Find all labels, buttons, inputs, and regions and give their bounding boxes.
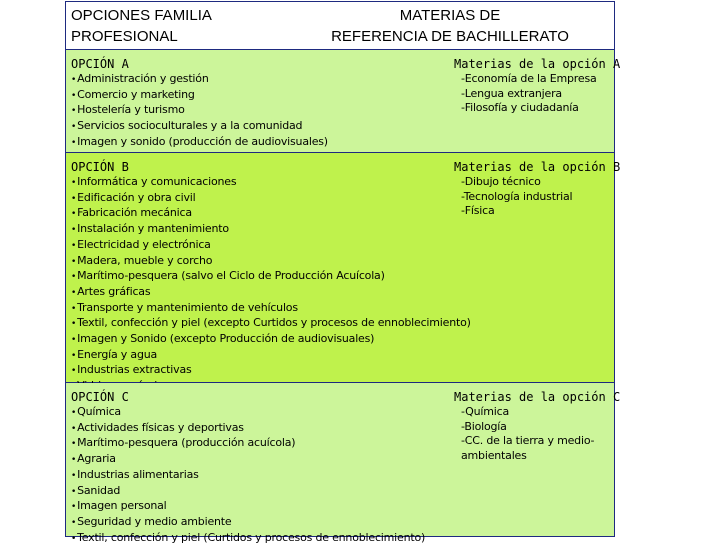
family-item: •Imagen personal	[71, 499, 491, 515]
family-item: •Administración y gestión	[71, 72, 491, 88]
family-item: •Actividades físicas y deportivas	[71, 421, 491, 437]
options-table	[65, 1, 621, 544]
family-item: •Energía y agua	[71, 348, 491, 364]
family-item: •Hostelería y turismo	[71, 103, 491, 119]
subject-item: -Economía de la Empresa	[461, 72, 597, 85]
header-families	[71, 5, 212, 47]
family-item: •Imagen y Sonido (excepto Producción de audiovisuales)	[71, 332, 491, 348]
family-item: •Química	[71, 405, 491, 421]
option-b-title: OPCIÓN B	[71, 160, 129, 174]
bullet-icon: •	[71, 366, 77, 377]
bullet-icon: •	[71, 303, 77, 314]
bullet-icon: •	[71, 455, 77, 466]
family-item: •Marítimo-pesquera (producción acuícola)	[71, 436, 491, 452]
bullet-icon: •	[71, 90, 77, 101]
bullet-icon: •	[71, 517, 77, 528]
table-header	[66, 2, 614, 50]
family-item: •Agraria	[71, 452, 491, 468]
family-item: •Fabricación mecánica	[71, 206, 491, 222]
option-a-subjects	[454, 57, 621, 116]
family-item: •Artes gráficas	[71, 285, 491, 301]
bullet-icon: •	[71, 287, 77, 298]
bullet-icon: •	[71, 319, 77, 330]
family-item: •Comercio y marketing	[71, 88, 491, 104]
option-c-subjects-title: Materias de la opción C	[454, 390, 621, 404]
option-a-section	[66, 50, 621, 153]
subject-item: -Filosofía y ciudadanía	[461, 101, 579, 115]
family-item: •Madera, mueble y corcho	[71, 254, 491, 270]
bullet-icon: •	[71, 209, 77, 220]
option-a-families	[71, 57, 491, 151]
header-families-line1: OPCIONES FAMILIA	[71, 7, 212, 24]
header-subjects	[319, 5, 581, 47]
bullet-icon: •	[71, 75, 77, 85]
bullet-icon: •	[71, 533, 77, 544]
option-a-title: OPCIÓN A	[71, 57, 129, 71]
family-item: •Textil, confección y piel (excepto Curtidos y procesos de ennoblecimiento)	[71, 316, 491, 332]
family-item: •Instalación y mantenimiento	[71, 222, 491, 238]
bullet-icon: •	[71, 240, 77, 251]
header-subjects-line2: REFERENCIA DE BACHILLERATO	[331, 28, 569, 45]
family-item: •Transporte y mantenimiento de vehículos	[71, 301, 491, 317]
bullet-icon: •	[71, 350, 77, 361]
family-item: •Informática y comunicaciones	[71, 175, 491, 191]
bullet-icon: •	[71, 335, 77, 346]
family-item: •Industrias extractivas	[71, 363, 491, 379]
bullet-icon: •	[71, 106, 77, 117]
bullet-icon: •	[71, 225, 77, 236]
option-b-subjects	[454, 160, 621, 219]
subject-item: -Física	[461, 204, 495, 218]
option-b-subjects-title: Materias de la opción B	[454, 160, 621, 174]
family-item: •Seguridad y medio ambiente	[71, 515, 491, 531]
family-item: •Marítimo-pesquera (salvo el Ciclo de Producción Acuícola)	[71, 269, 491, 285]
bullet-icon: •	[71, 470, 77, 481]
bullet-icon: •	[71, 178, 77, 188]
header-families-line2: PROFESIONAL	[71, 28, 178, 45]
option-c-section	[66, 383, 621, 544]
family-item: •Industrias alimentarias	[71, 468, 491, 484]
bullet-icon: •	[71, 423, 77, 434]
option-b-section	[66, 153, 621, 383]
bullet-icon: •	[71, 193, 77, 204]
bullet-icon: •	[71, 122, 77, 133]
option-c-title: OPCIÓN C	[71, 390, 129, 404]
subject-item: -Dibujo técnico	[461, 175, 541, 188]
bullet-icon: •	[71, 408, 77, 418]
bullet-icon: •	[71, 502, 77, 513]
option-c-families	[71, 390, 491, 546]
option-a-subjects-title: Materias de la opción A	[454, 57, 621, 71]
subject-item: -Lengua extranjera	[461, 86, 562, 100]
family-item: •Electricidad y electrónica	[71, 238, 491, 254]
header-subjects-line1: MATERIAS DE	[399, 7, 501, 24]
subject-item: -Química	[461, 405, 510, 418]
family-item: •Imagen y sonido (producción de audiovisuales)	[71, 135, 491, 151]
subject-item: -Biología	[461, 419, 507, 433]
bullet-icon: •	[71, 486, 77, 497]
subject-item: -CC. de la tierra y medio-ambientales	[461, 434, 595, 463]
bullet-icon: •	[71, 439, 77, 450]
bullet-icon: •	[71, 137, 77, 148]
option-c-subjects	[454, 390, 621, 464]
family-item: •Textil, confección y piel (Curtidos y procesos de ennoblecimiento)	[71, 531, 491, 546]
family-item: •Edificación y obra civil	[71, 191, 491, 207]
bullet-icon: •	[71, 272, 77, 283]
bullet-icon: •	[71, 256, 77, 267]
family-item: •Servicios socioculturales y a la comunidad	[71, 119, 491, 135]
family-item: •Sanidad	[71, 484, 491, 500]
subject-item: -Tecnología industrial	[461, 189, 573, 203]
option-b-families	[71, 160, 491, 395]
